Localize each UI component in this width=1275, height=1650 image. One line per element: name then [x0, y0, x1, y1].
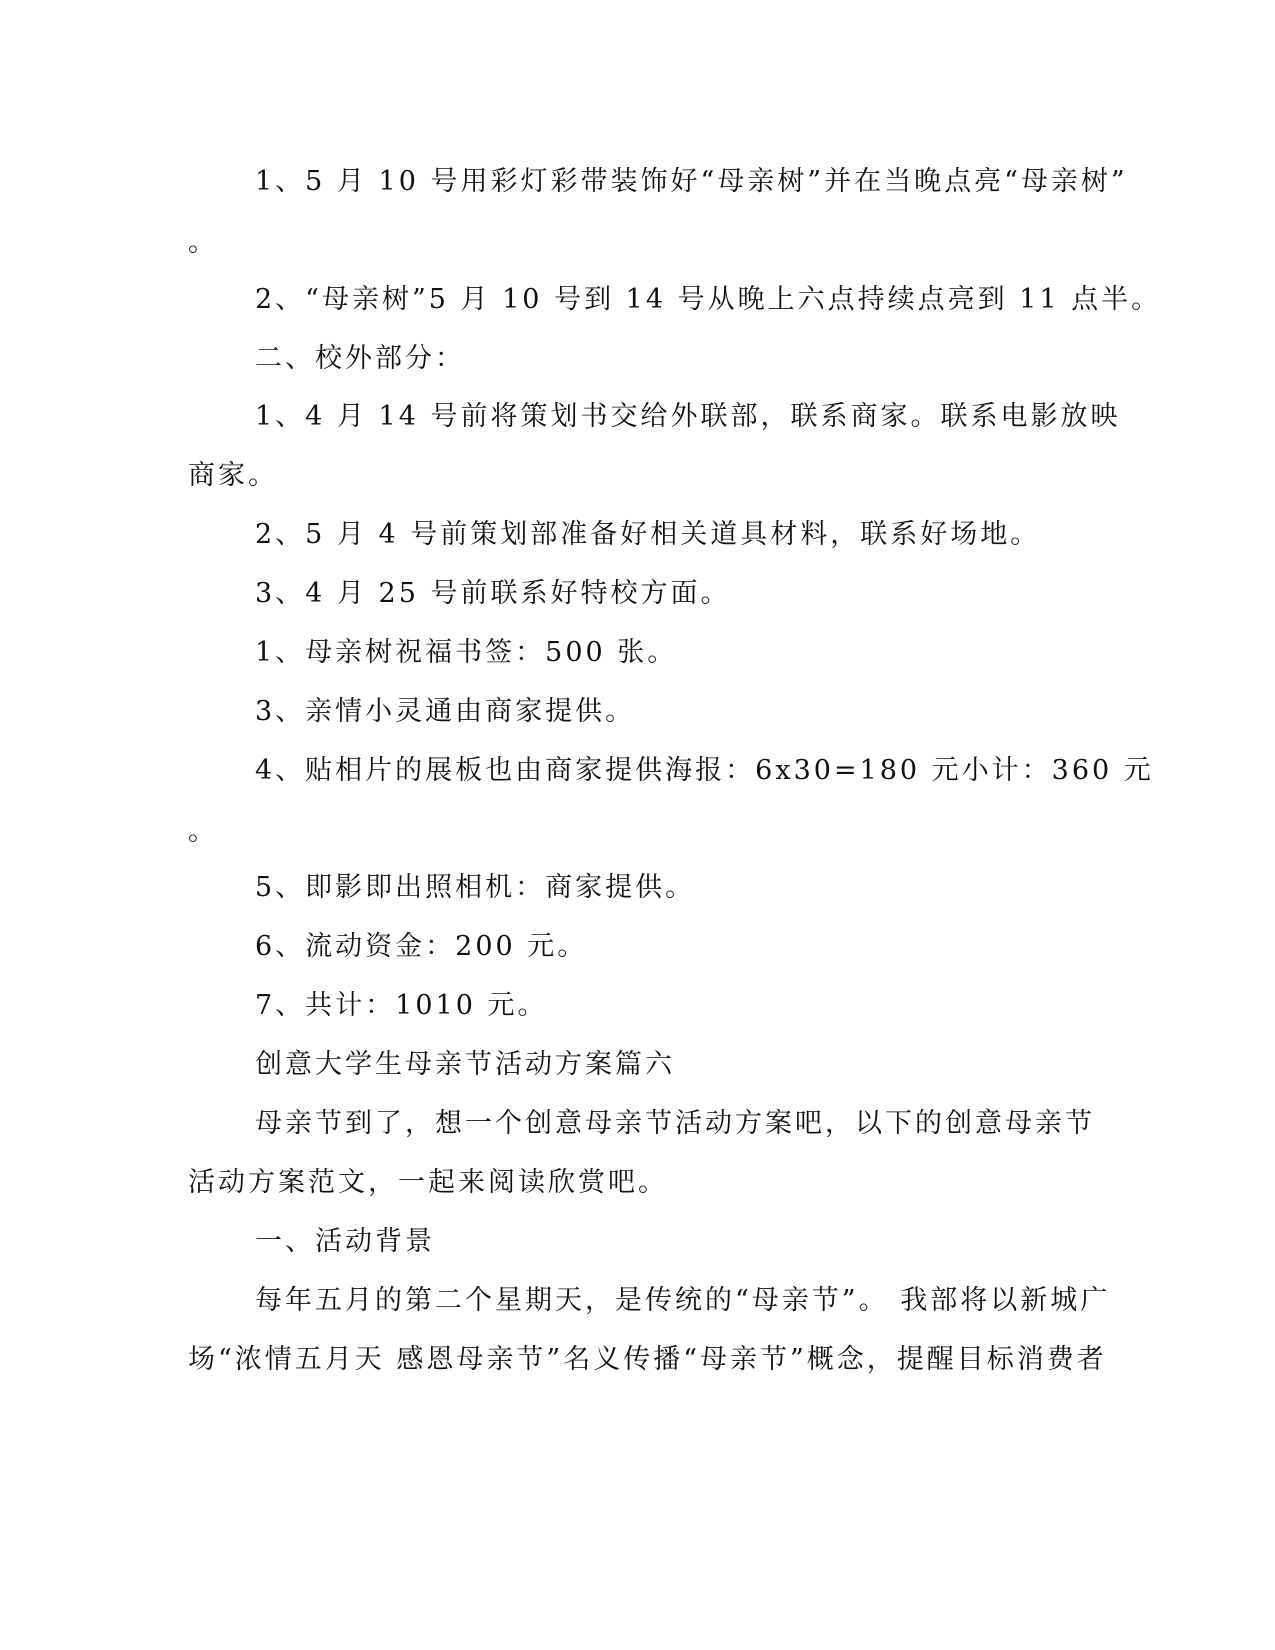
- section-heading: 二、校外部分：: [255, 343, 465, 374]
- paragraph-line: 1、5 月 10 号用彩灯彩带装饰好“母亲树”并在当晚点亮“母亲树”: [255, 166, 1128, 197]
- paragraph-line: 2、5 月 4 号前策划部准备好相关道具材料，联系好场地。: [255, 519, 1041, 550]
- section-title: 创意大学生母亲节活动方案篇六: [255, 1049, 675, 1080]
- paragraph-line: 6、流动资金：200 元。: [255, 931, 588, 962]
- paragraph-line: 活动方案范文，一起来阅读欣赏吧。: [188, 1167, 668, 1198]
- paragraph-line: 3、4 月 25 号前联系好特校方面。: [255, 578, 731, 609]
- paragraph-line: 。: [188, 816, 218, 847]
- paragraph-line: 4、贴相片的展板也由商家提供海报：6x30=180 元小计：360 元: [255, 755, 1154, 786]
- paragraph-line: 每年五月的第二个星期天，是传统的“母亲节”。 我部将以新城广: [255, 1285, 1111, 1316]
- paragraph-line: 场“浓情五月天 感恩母亲节”名义传播“母亲节”概念，提醒目标消费者: [188, 1344, 1107, 1375]
- paragraph-line: 母亲节到了，想一个创意母亲节活动方案吧，以下的创意母亲节: [255, 1108, 1095, 1139]
- paragraph-line: 。: [188, 227, 218, 258]
- paragraph-line: 1、母亲树祝福书签：500 张。: [255, 637, 678, 668]
- section-heading: 一、活动背景: [255, 1226, 435, 1257]
- paragraph-line: 3、亲情小灵通由商家提供。: [255, 696, 636, 727]
- paragraph-line: 7、共计：1010 元。: [255, 990, 548, 1021]
- paragraph-line: 1、4 月 14 号前将策划书交给外联部，联系商家。联系电影放映: [255, 401, 1121, 432]
- paragraph-line: 5、即影即出照相机：商家提供。: [255, 872, 696, 903]
- paragraph-line: 商家。: [188, 460, 278, 491]
- paragraph-line: 2、“母亲树”5 月 10 号到 14 号从晚上六点持续点亮到 11 点半。: [255, 284, 1162, 315]
